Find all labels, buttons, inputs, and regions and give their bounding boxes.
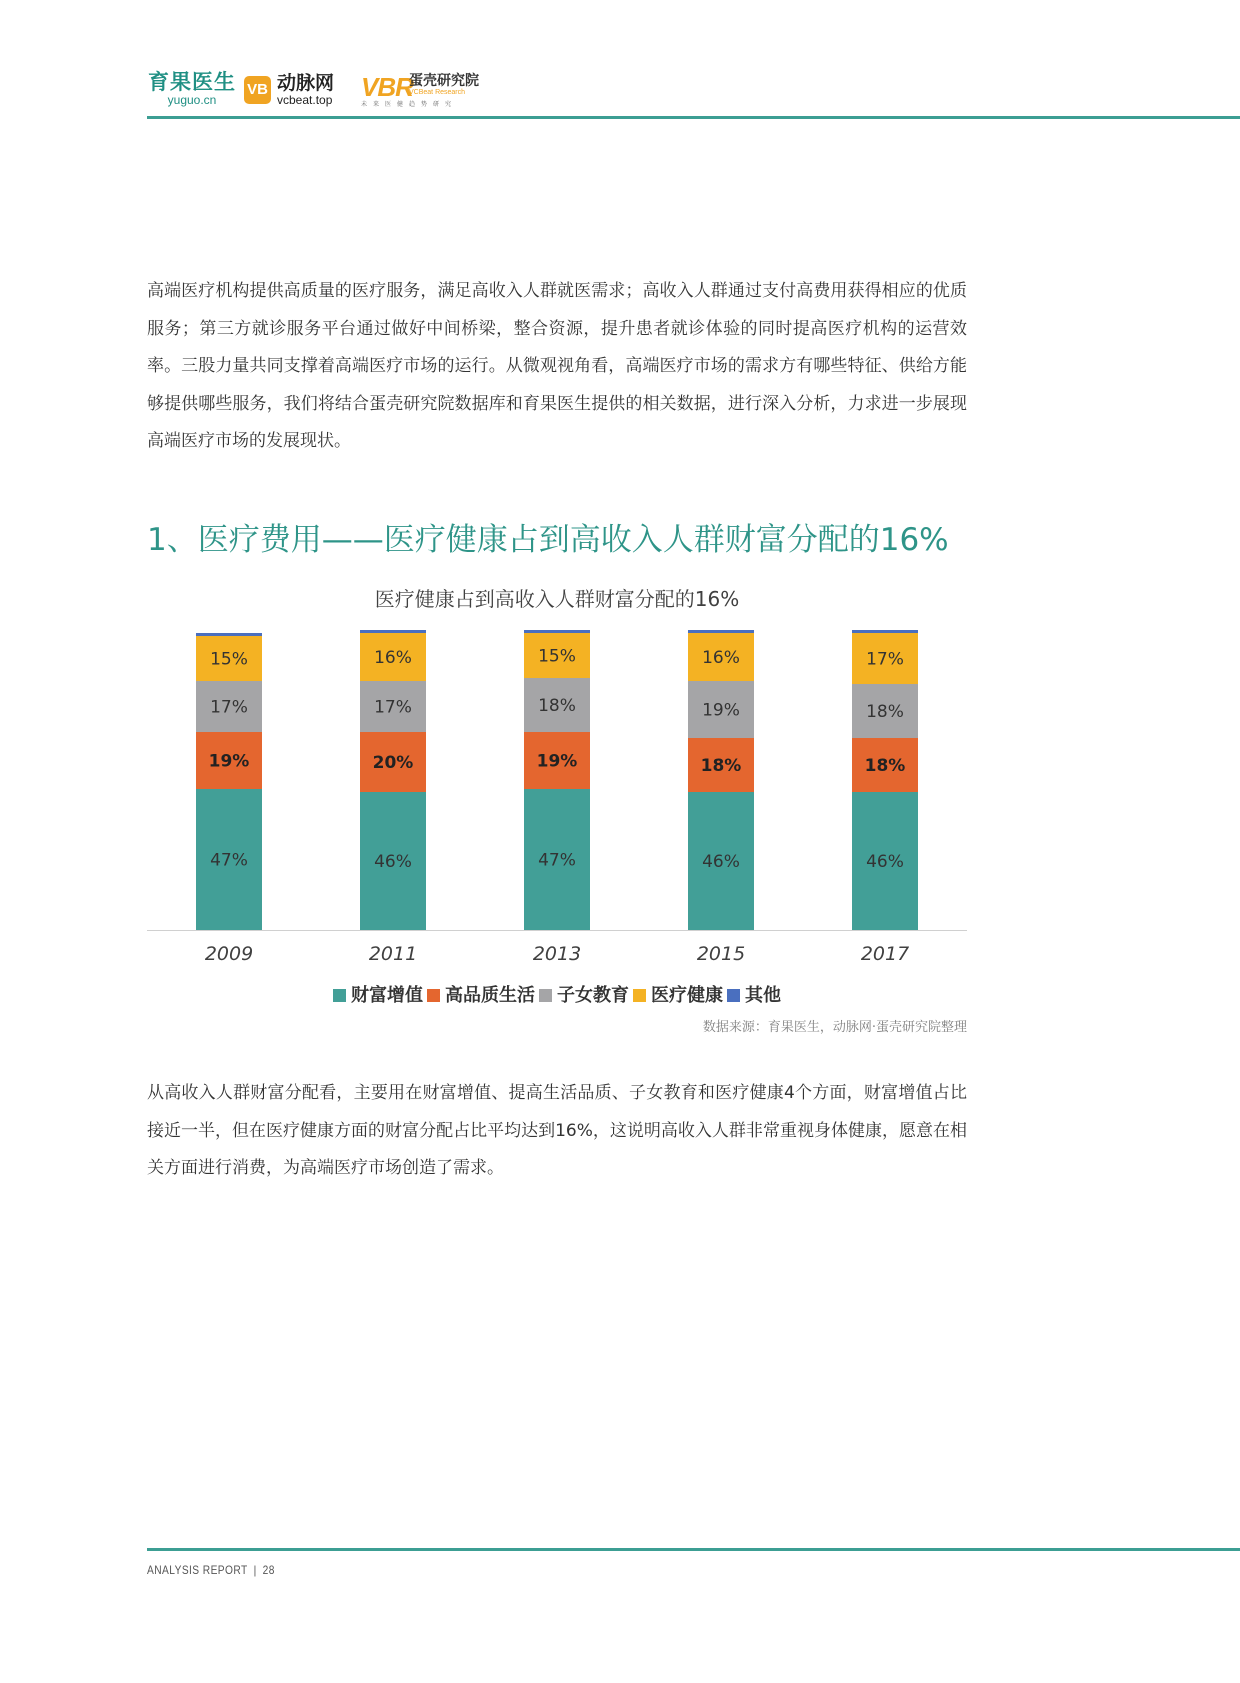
data-label: 20% — [372, 753, 414, 773]
vbr-logo-en: VCBeat Research — [409, 89, 466, 96]
legend-swatch — [333, 989, 346, 1002]
data-label: 47% — [210, 850, 248, 871]
yuguo-logo-en: yuguo.cn — [167, 93, 217, 107]
legend-label: 其他 — [745, 985, 781, 1006]
header-divider — [147, 116, 1240, 119]
bar-segment — [360, 630, 426, 633]
bar-segment — [852, 630, 918, 633]
yuguo-logo-cn: 育果医生 — [148, 69, 236, 94]
legend-label: 财富增值 — [351, 985, 423, 1006]
data-label: 46% — [374, 852, 412, 872]
x-tick-label: 2013 — [532, 943, 582, 965]
legend-swatch — [727, 989, 740, 1002]
vcbeat-logo-icon: VB — [244, 76, 271, 104]
x-tick-label: 2015 — [696, 943, 746, 965]
legend-item — [727, 984, 781, 1008]
data-label: 47% — [538, 850, 576, 871]
vbr-logo-cn: 蛋壳研究院 — [409, 73, 479, 89]
data-label: 16% — [374, 648, 412, 668]
data-label: 19% — [208, 751, 250, 772]
footer-separator: | — [253, 1563, 257, 1577]
vcbeat-logo-en: vcbeat.top — [277, 93, 333, 107]
legend-swatch — [633, 989, 646, 1002]
legend-item — [427, 984, 535, 1008]
data-label: 18% — [864, 756, 906, 776]
data-label: 19% — [536, 751, 578, 772]
yuguo-logo — [147, 70, 237, 106]
data-label: 17% — [866, 649, 904, 670]
legend-item — [333, 984, 423, 1008]
legend-label: 子女教育 — [557, 985, 629, 1006]
stacked-bar-chart — [140, 620, 970, 970]
page-footer — [147, 1563, 275, 1577]
vbr-logo-sub: 未来医健趋势研究 — [361, 101, 458, 108]
legend-label: 医疗健康 — [651, 985, 723, 1006]
bar-segment — [688, 630, 754, 633]
legend-label: 高品质生活 — [445, 985, 535, 1006]
vcbeat-logo-cn: 动脉网 — [277, 72, 335, 94]
page-number: 28 — [262, 1563, 275, 1577]
legend-item — [633, 984, 723, 1008]
section-title: 1、医疗费用——医疗健康占到高收入人群财富分配的16% — [147, 522, 949, 558]
bar-segment — [196, 633, 262, 636]
footer-divider — [147, 1548, 1240, 1551]
data-label: 17% — [374, 697, 412, 718]
x-tick-label: 2009 — [204, 943, 254, 965]
data-label: 19% — [702, 700, 740, 721]
legend-swatch — [427, 989, 440, 1002]
chart-title: 医疗健康占到高收入人群财富分配的16% — [374, 587, 740, 611]
data-label: 18% — [538, 696, 576, 716]
conclusion-paragraph: 从高收入人群财富分配看，主要用在财富增值、提高生活品质、子女教育和医疗健康4个方面，财富增值占比接近一半，但在医疗健康方面的财富分配占比平均达到16%，这说明高收入人群非常重视身体健康，愿意在相关方面进行消费，为高端医疗市场创造了需求。 — [147, 1083, 967, 1178]
data-label: 46% — [702, 852, 740, 872]
data-label: 18% — [700, 756, 742, 776]
intro-paragraph: 高端医疗机构提供高质量的医疗服务，满足高收入人群就医需求；高收入人群通过支付高费用获得相应的优质服务；第三方就诊服务平台通过做好中间桥梁，整合资源，提升患者就诊体验的同时提高医疗机构的运营效率。三股力量共同支撑着高端医疗市场的运行。从微观视角看，高端医疗市场的需求方有哪些特征、供给方能够提供哪些服务，我们将结合蛋壳研究院数据库和育果医生提供的相关数据，进行深入分析，力求进一步展现高端医疗市场的发展现状。 — [147, 281, 967, 451]
vbr-logo-icon: VBR — [361, 72, 413, 102]
x-tick-label: 2011 — [368, 943, 418, 965]
data-label: 16% — [702, 648, 740, 668]
x-tick-label: 2017 — [860, 943, 910, 965]
bar-segment — [524, 630, 590, 633]
data-label: 18% — [866, 702, 904, 722]
data-label: 17% — [210, 697, 248, 718]
legend-item — [539, 984, 629, 1008]
legend-swatch — [539, 989, 552, 1002]
data-label: 46% — [866, 852, 904, 872]
data-label: 15% — [210, 649, 248, 670]
page-header — [147, 70, 1240, 110]
chart-source: 数据来源：育果医生，动脉网·蛋壳研究院整理 — [702, 1020, 967, 1035]
chart-legend — [147, 984, 967, 1008]
report-label: ANALYSIS REPORT — [147, 1563, 248, 1577]
data-label: 15% — [538, 646, 576, 667]
